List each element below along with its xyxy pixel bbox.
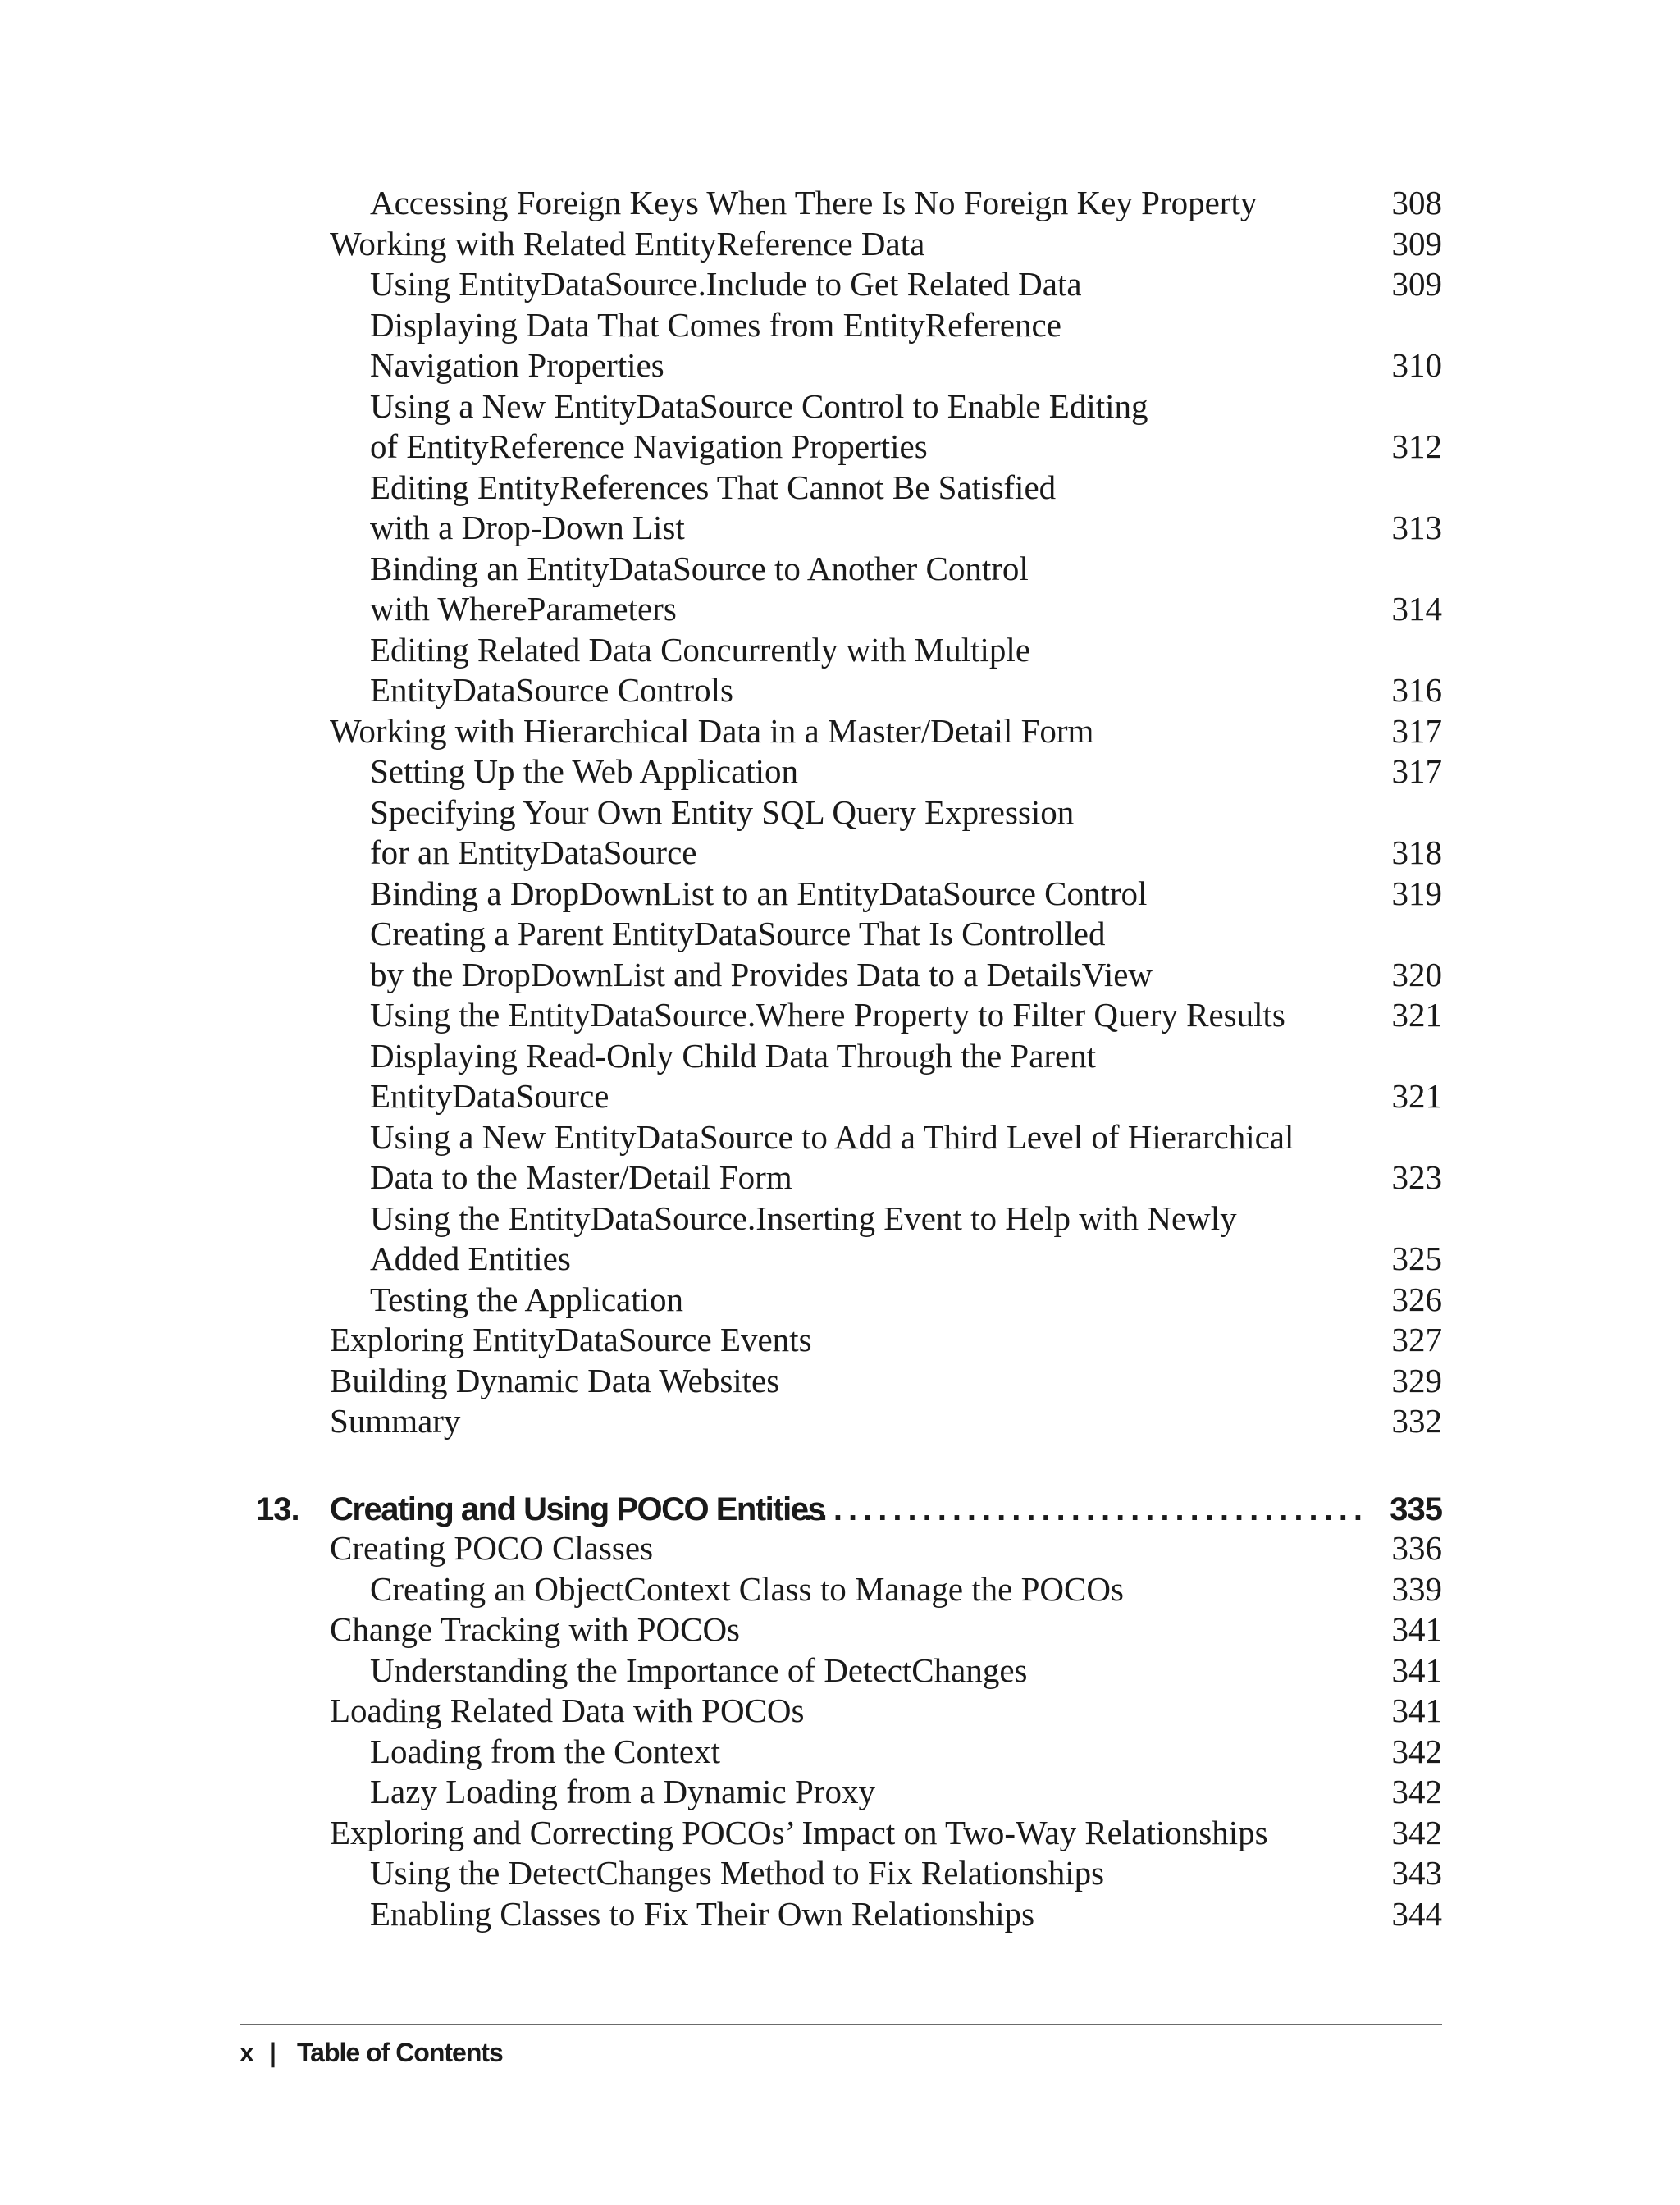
toc-entry[interactable] xyxy=(0,1400,1680,1441)
toc-entry-continuation[interactable] xyxy=(0,345,1680,386)
toc-entry-title: Working with Related EntityReference Data xyxy=(330,224,925,262)
toc-entry-title: Added Entities xyxy=(370,1239,571,1277)
toc-page-number: 321 xyxy=(1391,996,1442,1034)
toc-page-number: 319 xyxy=(1391,874,1442,912)
chapter-title: Creating and Using POCO Entities xyxy=(330,1491,825,1527)
toc-entry[interactable] xyxy=(0,1690,1680,1731)
toc-entry[interactable] xyxy=(0,304,1680,345)
toc-page-number: 310 xyxy=(1391,346,1442,384)
toc-entry[interactable] xyxy=(0,1812,1680,1853)
toc-entry[interactable] xyxy=(0,182,1680,223)
footer-rule xyxy=(240,2024,1442,2025)
toc-page-number: 332 xyxy=(1391,1402,1442,1440)
toc-page-number: 341 xyxy=(1391,1610,1442,1648)
toc-entry-title: Binding an EntityDataSource to Another Control xyxy=(370,549,1029,587)
toc-entry-title: Setting Up the Web Application xyxy=(370,752,799,790)
toc-entry-title: Exploring and Correcting POCOs’ Impact on Two-Way Relationships xyxy=(330,1813,1268,1851)
dot-leader: ...................................... xyxy=(803,1491,1368,1527)
toc-page-number: 323 xyxy=(1391,1158,1442,1196)
toc-page-number: 329 xyxy=(1391,1361,1442,1399)
toc-page-number: 325 xyxy=(1391,1239,1442,1277)
chapter-page-number: 335 xyxy=(1390,1491,1442,1527)
toc-entry-title: Displaying Data That Comes from EntityReference xyxy=(370,305,1061,344)
toc-entry[interactable] xyxy=(0,1893,1680,1934)
toc-entry-title: with a Drop-Down List xyxy=(370,509,685,546)
toc-entry-continuation[interactable] xyxy=(0,426,1680,467)
toc-page-number: 327 xyxy=(1391,1321,1442,1358)
toc-entry[interactable] xyxy=(0,792,1680,833)
toc-entry[interactable] xyxy=(0,1568,1680,1609)
toc-entry-continuation[interactable] xyxy=(0,832,1680,873)
chapter-number: 13. xyxy=(256,1491,299,1527)
toc-entry-title: Testing the Application xyxy=(370,1280,684,1318)
toc-entry-title: Using a New EntityDataSource to Add a Third Level of Hierarchical xyxy=(370,1117,1294,1156)
toc-entry-title: Understanding the Importance of DetectChanges xyxy=(370,1650,1028,1689)
toc-entry-title: for an EntityDataSource xyxy=(370,833,697,871)
toc-entry[interactable] xyxy=(0,913,1680,954)
toc-entry[interactable] xyxy=(0,1731,1680,1772)
toc-page-number: 313 xyxy=(1391,509,1442,546)
toc-entry[interactable] xyxy=(0,1116,1680,1157)
toc-entry-title: Creating POCO Classes xyxy=(330,1529,654,1567)
toc-page-number: 308 xyxy=(1391,184,1442,221)
toc-entry[interactable] xyxy=(0,467,1680,508)
toc-page-number: 336 xyxy=(1391,1529,1442,1567)
toc-entry-title: Editing EntityReferences That Cannot Be Satisfied xyxy=(370,468,1057,506)
toc-entry-title: Using the DetectChanges Method to Fix Relationships xyxy=(370,1854,1105,1892)
toc-entry-title: of EntityReference Navigation Properties xyxy=(370,427,928,465)
toc-entry[interactable] xyxy=(0,1319,1680,1360)
toc-entry[interactable] xyxy=(0,1771,1680,1812)
toc-entry-title: Change Tracking with POCOs xyxy=(330,1610,741,1648)
toc-entry-title: Lazy Loading from a Dynamic Proxy xyxy=(370,1773,875,1810)
toc-entry-title: Data to the Master/Detail Form xyxy=(370,1158,792,1196)
toc-entry[interactable] xyxy=(0,1360,1680,1401)
toc-entry-title: Loading from the Context xyxy=(370,1732,720,1770)
toc-entry-title: EntityDataSource Controls xyxy=(370,671,733,709)
toc-entry[interactable] xyxy=(0,873,1680,914)
footer-folio: x xyxy=(240,2038,254,2067)
chapter-heading[interactable] xyxy=(0,1486,1680,1532)
toc-page-number: 318 xyxy=(1391,833,1442,871)
toc-page-number: 343 xyxy=(1391,1854,1442,1892)
toc-page-number: 309 xyxy=(1391,224,1442,262)
toc-entry-title: Using a New EntityDataSource Control to Enable Editing xyxy=(370,386,1148,425)
toc-page-number: 321 xyxy=(1391,1077,1442,1115)
toc-page-number: 317 xyxy=(1391,752,1442,790)
toc-entry[interactable] xyxy=(0,1279,1680,1320)
toc-entry-title: Using the EntityDataSource.Inserting Event to Help with Newly xyxy=(370,1198,1237,1237)
toc-entry[interactable] xyxy=(0,1527,1680,1568)
toc-entry-continuation[interactable] xyxy=(0,954,1680,995)
toc-entry-title: Working with Hierarchical Data in a Master/Detail Form xyxy=(330,711,1094,750)
toc-entry[interactable] xyxy=(0,548,1680,589)
toc-entry[interactable] xyxy=(0,710,1680,751)
toc-entry[interactable] xyxy=(0,1852,1680,1893)
toc-entry-continuation[interactable] xyxy=(0,669,1680,710)
toc-entry[interactable] xyxy=(0,1650,1680,1691)
toc-entry[interactable] xyxy=(0,223,1680,264)
toc-page-number: 342 xyxy=(1391,1732,1442,1770)
toc-entry[interactable] xyxy=(0,1609,1680,1650)
footer-label: Table of Contents xyxy=(297,2038,503,2067)
footer-separator: | xyxy=(269,2038,276,2067)
toc-entry-title: by the DropDownList and Provides Data to a DetailsView xyxy=(370,955,1153,993)
toc-entry-title: Exploring EntityDataSource Events xyxy=(330,1321,812,1358)
toc-page-number: 314 xyxy=(1391,590,1442,628)
toc-page-number: 309 xyxy=(1391,265,1442,303)
toc-entry-continuation[interactable] xyxy=(0,1238,1680,1279)
toc-page-number: 341 xyxy=(1391,1650,1442,1689)
toc-page-number: 342 xyxy=(1391,1813,1442,1851)
toc-entry[interactable] xyxy=(0,629,1680,670)
toc-page-number: 312 xyxy=(1391,427,1442,465)
toc-page-number: 344 xyxy=(1391,1894,1442,1933)
toc-page-number: 316 xyxy=(1391,671,1442,709)
toc-entry-title: with WhereParameters xyxy=(370,590,677,628)
toc-entry[interactable] xyxy=(0,751,1680,792)
toc-entry-title: Enabling Classes to Fix Their Own Relationships xyxy=(370,1894,1035,1933)
toc-entry-title: Binding a DropDownList to an EntityDataSource Control xyxy=(370,874,1148,912)
toc-entry-title: Navigation Properties xyxy=(370,346,664,384)
toc-entry-title: Displaying Read-Only Child Data Through the Parent xyxy=(370,1036,1097,1075)
toc-entry-continuation[interactable] xyxy=(0,1075,1680,1116)
toc-entry-title: Specifying Your Own Entity SQL Query Expression xyxy=(370,792,1075,831)
toc-page-number: 341 xyxy=(1391,1691,1442,1729)
toc-page-number: 342 xyxy=(1391,1773,1442,1810)
toc-entry-title: Using the EntityDataSource.Where Property to Filter Query Results xyxy=(370,996,1285,1034)
toc-entry[interactable] xyxy=(0,1035,1680,1076)
toc-page-number: 326 xyxy=(1391,1280,1442,1318)
toc-entry-continuation[interactable] xyxy=(0,588,1680,629)
toc-entry[interactable] xyxy=(0,263,1680,304)
toc-entry[interactable] xyxy=(0,994,1680,1035)
toc-entry-title: EntityDataSource xyxy=(370,1077,609,1115)
toc-entry-continuation[interactable] xyxy=(0,507,1680,548)
toc-page-number: 317 xyxy=(1391,711,1442,750)
toc-entry-title: Accessing Foreign Keys When There Is No Foreign Key Property xyxy=(370,184,1258,221)
toc-entry-title: Building Dynamic Data Websites xyxy=(330,1361,780,1399)
toc-entry-title: Creating an ObjectContext Class to Manage the POCOs xyxy=(370,1569,1124,1608)
toc-entry[interactable] xyxy=(0,386,1680,427)
toc-entry-title: Summary xyxy=(330,1402,461,1440)
toc-entry[interactable] xyxy=(0,1198,1680,1239)
toc-entry-title: Editing Related Data Concurrently with Multiple xyxy=(370,630,1031,669)
toc-page-number: 320 xyxy=(1391,955,1442,993)
toc-entry-continuation[interactable] xyxy=(0,1157,1680,1198)
toc-page-number: 339 xyxy=(1391,1569,1442,1608)
toc-entry-title: Loading Related Data with POCOs xyxy=(330,1691,805,1729)
toc-entry-title: Creating a Parent EntityDataSource That Is Controlled xyxy=(370,915,1106,952)
toc-entry-title: Using EntityDataSource.Include to Get Related Data xyxy=(370,265,1082,303)
